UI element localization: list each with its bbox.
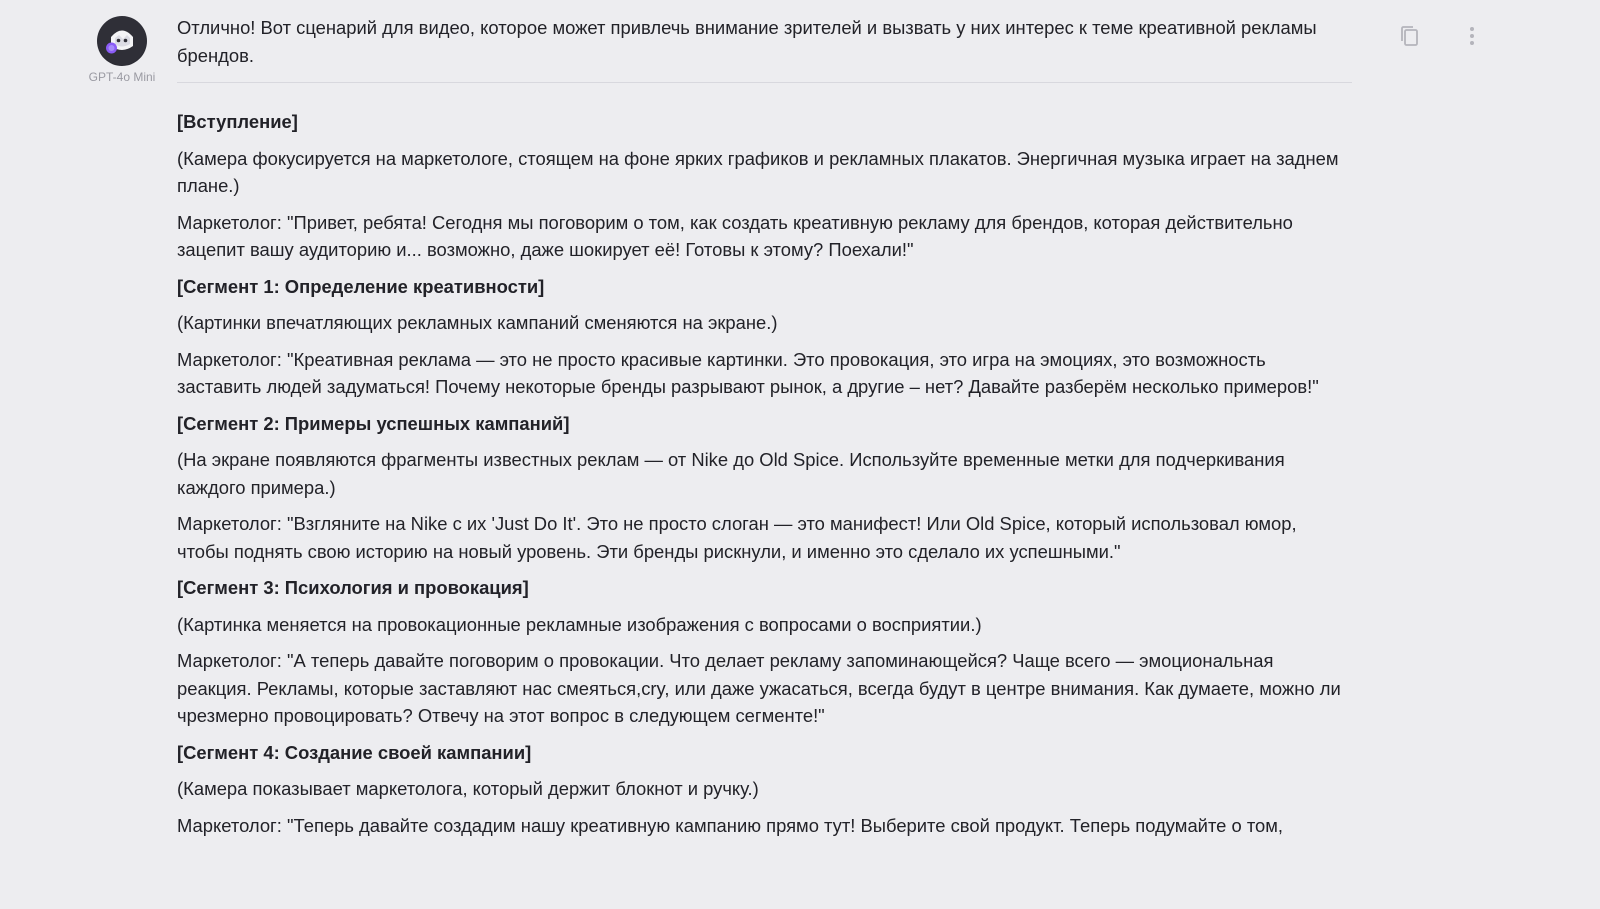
script-paragraph: Маркетолог: "Креативная реклама — это не просто красивые картинки. Это провокация, это игра на эмоциях, это возможность заставить людей задуматься! Почему некоторые бренды разрывают рынок, а другие – нет? Давайте разберём несколько примеров!" [177,348,1319,397]
copy-button[interactable] [1396,22,1424,50]
message-content [177,14,1352,848]
script-paragraph: Маркетолог: "Привет, ребята! Сегодня мы поговорим о том, как создать креативную рекламу для брендов, которая действительно зацепит вашу аудиторию и... возможно, даже шокирует её! Готовы к этому? Поехали!" [177,211,1293,260]
section-heading: [Сегмент 3: Психология и провокация] [177,577,529,598]
script-paragraph: (Картинка меняется на провокационные рекламные изображения с вопросами о восприятии.) [177,613,982,635]
message-actions [1396,22,1486,50]
model-name: GPT-4o Mini [88,70,156,84]
section-heading: [Вступление] [177,111,298,132]
script-paragraph: (Камера фокусируется на маркетологе, стоящем на фоне ярких графиков и рекламных плакатов. Энергичная музыка играет на заднем плане.) [177,147,1339,196]
more-vertical-icon [1469,26,1475,46]
section-heading: [Сегмент 1: Определение креативности] [177,275,545,297]
bot-avatar-icon [97,16,147,66]
section-heading: [Сегмент 4: Создание своей кампании] [177,741,532,763]
script-paragraph: Маркетолог: "Теперь давайте создадим нашу креативную кампанию прямо тут! Выберите свой продукт. Теперь подумайте о том, [177,814,1284,836]
more-options-button[interactable] [1458,22,1486,50]
script-paragraph: Маркетолог: "А теперь давайте поговорим о провокации. Что делает рекламу запоминающейся? Чаще всего — эмоциональная реакция. Рекламы, которые заставляют нас смеяться,cry, или даже ужасаться, всегда будут в центре внимания. Как думаете, можно ли чрезмерно провоцировать? Отвечу на этот вопрос в следующем сегменте!" [177,650,1341,726]
script-paragraph: (Камера показывает маркетолога, который держит блокнот и ручку.) [177,778,759,799]
divider [177,82,1352,83]
assistant-identity [82,16,162,84]
script-paragraph: (Картинки впечатляющих рекламных кампаний сменяются на экране.) [177,312,778,333]
script-paragraph: Маркетолог: "Взгляните на Nike с их 'Just Do It'. Это не просто слоган — это манифест! Или Old Spice, который использовал юмор, чтобы поднять свою историю на новый уровень. Эти бренды рискнули, и именно это сделало их успешными." [177,513,1297,562]
copy-icon [1399,24,1421,48]
script-body [177,108,1352,839]
script-paragraph: (На экране появляются фрагменты известных реклам — от Nike до Old Spice. Используйте временные метки для подчеркивания каждого примера.) [177,449,1285,498]
section-heading: [Сегмент 2: Примеры успешных кампаний] [177,412,570,434]
message-intro: Отлично! Вот сценарий для видео, которое может привлечь внимание зрителей и вызвать у них интерес к теме креативной рекламы брендов. [177,17,1317,66]
scroll-fade [0,891,1600,909]
